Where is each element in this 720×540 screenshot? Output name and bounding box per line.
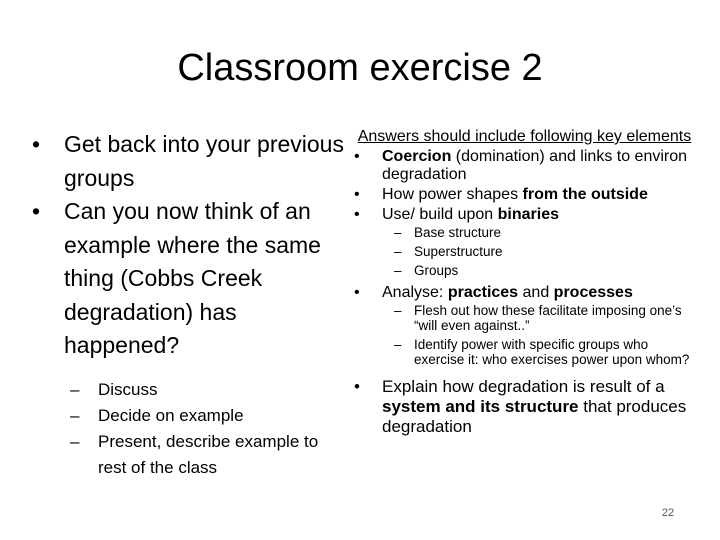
dash-icon: – bbox=[394, 263, 402, 278]
bullet-text: Analyse: bbox=[382, 284, 448, 301]
bullet-text: (domination) and links to environ degradation bbox=[382, 148, 688, 183]
sub-text: Identify power with specific groups who exercise it: who exercises power upon whom? bbox=[414, 337, 690, 367]
right-bullet-analyse bbox=[352, 284, 697, 302]
left-bullet-1 bbox=[28, 128, 348, 195]
sub-text: Flesh out how these facilitate imposing one’s “will even against..” bbox=[414, 303, 682, 333]
sub-item bbox=[352, 225, 697, 240]
right-column bbox=[352, 128, 697, 437]
bullet-icon: • bbox=[32, 198, 41, 224]
left-bullet-text: Can you now think of an example where the same thing (Cobbs Creek degradation) has happened? bbox=[64, 198, 321, 358]
dash-icon: – bbox=[70, 431, 80, 451]
left-sub-item-3 bbox=[28, 429, 348, 481]
page-number: 22 bbox=[661, 507, 675, 519]
left-sub-item-2 bbox=[28, 403, 348, 429]
bullet-icon: • bbox=[354, 148, 360, 165]
bullet-text: How power shapes bbox=[382, 186, 523, 203]
bullet-text: that produces degradation bbox=[382, 397, 687, 436]
left-sub-item-1 bbox=[28, 377, 348, 403]
bold-text: processes bbox=[553, 284, 633, 301]
bold-text: practices bbox=[447, 284, 519, 301]
right-bullet-explain bbox=[352, 377, 697, 437]
bullet-icon: • bbox=[354, 206, 360, 223]
sub-item bbox=[352, 263, 697, 278]
right-bullet-binaries bbox=[352, 206, 697, 224]
left-bullet-text: Get back into your previous groups bbox=[64, 131, 344, 191]
analyse-sub-list bbox=[352, 303, 697, 367]
left-column bbox=[28, 128, 348, 481]
bold-text: Coercion bbox=[382, 148, 452, 165]
answers-heading: Answers should include following key elements bbox=[357, 128, 692, 145]
bold-text: from the outside bbox=[522, 186, 648, 203]
left-sub-text: Present, describe example to rest of the class bbox=[98, 431, 319, 477]
dash-icon: – bbox=[394, 303, 402, 318]
dash-icon: – bbox=[70, 405, 80, 425]
bullet-icon: • bbox=[354, 377, 360, 396]
dash-icon: – bbox=[394, 244, 402, 259]
sub-item bbox=[352, 303, 697, 333]
bullet-text: and bbox=[518, 284, 554, 301]
slide-title: Classroom exercise 2 bbox=[177, 47, 543, 89]
dash-icon: – bbox=[394, 337, 402, 352]
right-bullet-coercion bbox=[352, 148, 697, 184]
bullet-icon: • bbox=[354, 284, 360, 301]
sub-text: Groups bbox=[414, 263, 459, 278]
bold-text: system and its structure bbox=[382, 397, 579, 416]
dash-icon: – bbox=[394, 225, 402, 240]
bullet-text: Use/ build upon bbox=[382, 206, 498, 223]
bullet-icon: • bbox=[354, 186, 360, 203]
sub-text: Superstructure bbox=[414, 244, 503, 259]
bullet-text: Explain how degradation is result of a bbox=[382, 377, 665, 396]
right-bullet-power bbox=[352, 186, 697, 204]
sub-item bbox=[352, 244, 697, 259]
bold-text: binaries bbox=[497, 206, 559, 223]
bullet-icon: • bbox=[32, 131, 41, 157]
left-sub-text: Decide on example bbox=[98, 405, 244, 425]
dash-icon: – bbox=[70, 379, 80, 399]
sub-item bbox=[352, 337, 697, 367]
left-sub-text: Discuss bbox=[98, 379, 158, 399]
binaries-sub-list bbox=[352, 225, 697, 278]
left-bullet-2 bbox=[28, 195, 348, 363]
sub-text: Base structure bbox=[414, 225, 502, 240]
